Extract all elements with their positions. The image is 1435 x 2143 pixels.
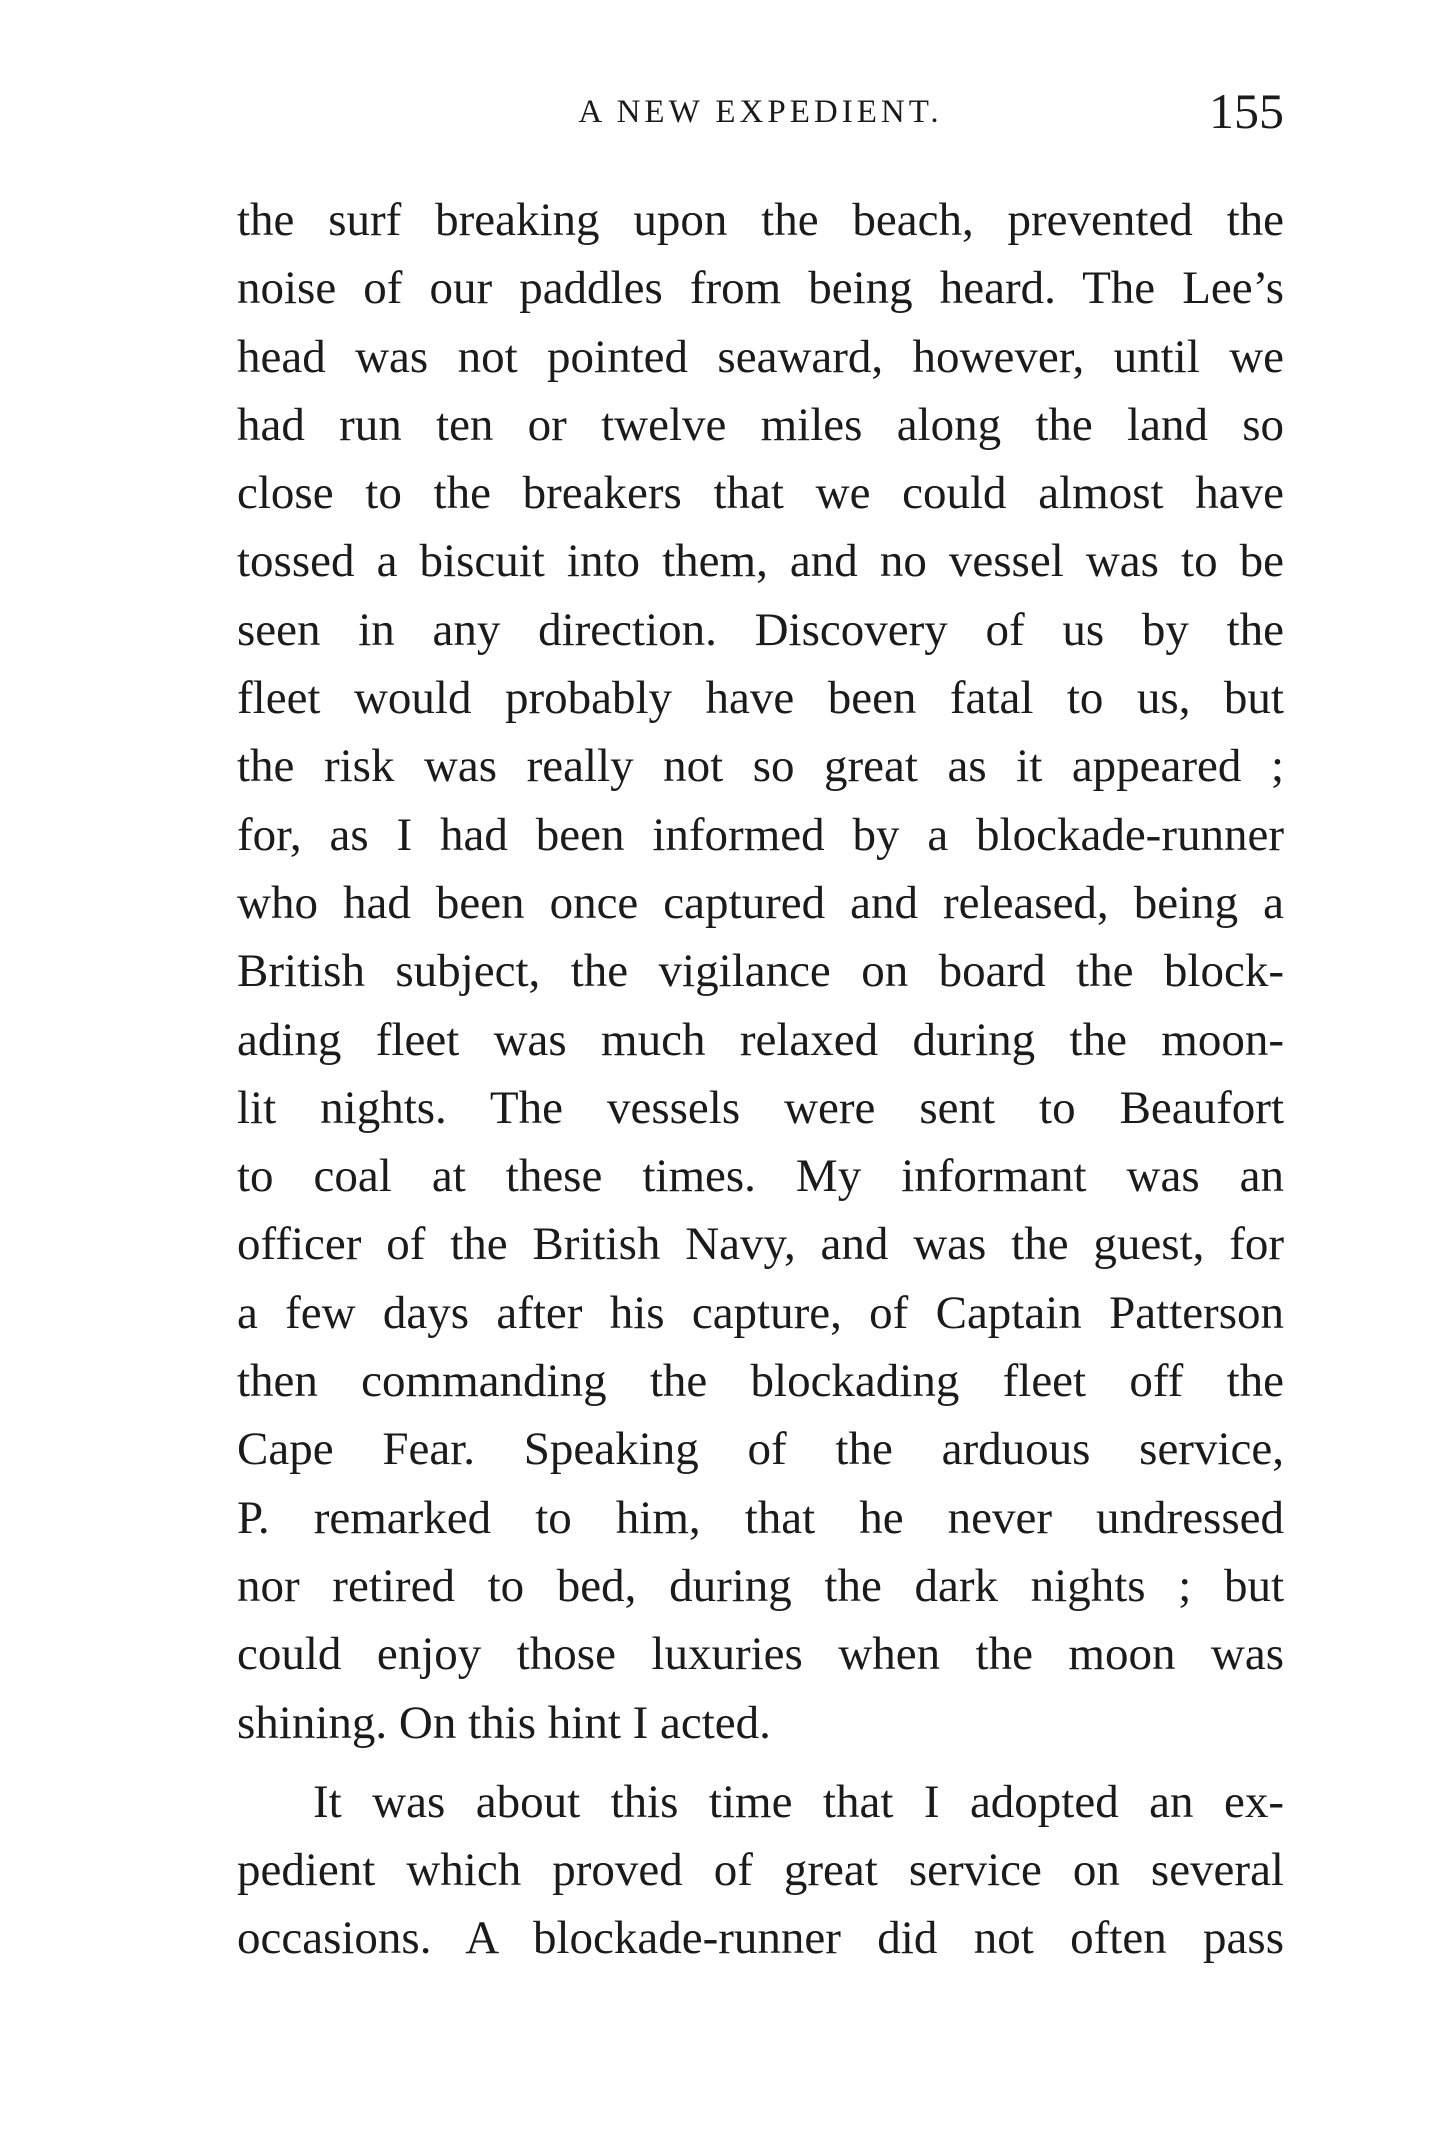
text-line: shining. On this hint I acted. bbox=[237, 1696, 771, 1749]
text-line: then commanding the blockading fleet off the bbox=[237, 1355, 1284, 1408]
text-line: fleet would probably have been fatal to us, but bbox=[237, 672, 1284, 725]
text-line: who had been once captured and released, being a bbox=[237, 876, 1284, 929]
text-line: nor retired to bed, during the dark nights ; but bbox=[237, 1559, 1284, 1612]
text-line: a few days after his capture, of Captain Patterson bbox=[237, 1286, 1284, 1339]
text-line: for, as I had been informed by a blockade-runner bbox=[237, 808, 1284, 861]
text-line: lit nights. The vessels were sent to Beaufort bbox=[237, 1081, 1284, 1134]
text-line: It was about this time that I adopted an ex- bbox=[313, 1775, 1284, 1828]
text-line: seen in any direction. Discovery of us by the bbox=[237, 603, 1284, 656]
body-text bbox=[237, 186, 1284, 1973]
text-line: pedient which proved of great service on several bbox=[237, 1844, 1284, 1897]
text-line: had run ten or twelve miles along the land so bbox=[237, 398, 1284, 451]
chapter-title: A NEW EXPEDIENT. bbox=[578, 94, 943, 130]
text-line: P. remarked to him, that he never undressed bbox=[237, 1491, 1284, 1544]
paragraph-1 bbox=[237, 186, 1284, 1757]
text-line: noise of our paddles from being heard. The Lee’s bbox=[237, 262, 1284, 315]
text-line: could enjoy those luxuries when the moon was bbox=[237, 1628, 1284, 1681]
text-line: occasions. A blockade-runner did not often pass bbox=[237, 1912, 1284, 1965]
text-line: tossed a biscuit into them, and no vessel was to be bbox=[237, 535, 1284, 588]
text-line: British subject, the vigilance on board the block- bbox=[237, 945, 1284, 998]
text-line: officer of the British Navy, and was the guest, for bbox=[237, 1218, 1284, 1271]
text-line: to coal at these times. My informant was an bbox=[237, 1150, 1284, 1203]
text-line: head was not pointed seaward, however, until we bbox=[237, 330, 1284, 383]
paragraph-2 bbox=[237, 1768, 1284, 1973]
paragraph-gap bbox=[237, 1757, 1284, 1768]
text-line: the risk was really not so great as it appeared ; bbox=[237, 740, 1284, 793]
text-line: Cape Fear. Speaking of the arduous service, bbox=[237, 1423, 1284, 1476]
running-head bbox=[237, 80, 1284, 150]
page-number: 155 bbox=[1209, 83, 1284, 139]
text-line: the surf breaking upon the beach, prevented the bbox=[237, 194, 1284, 246]
text-line: ading fleet was much relaxed during the moon- bbox=[237, 1013, 1284, 1066]
text-line: close to the breakers that we could almost have bbox=[237, 467, 1284, 520]
